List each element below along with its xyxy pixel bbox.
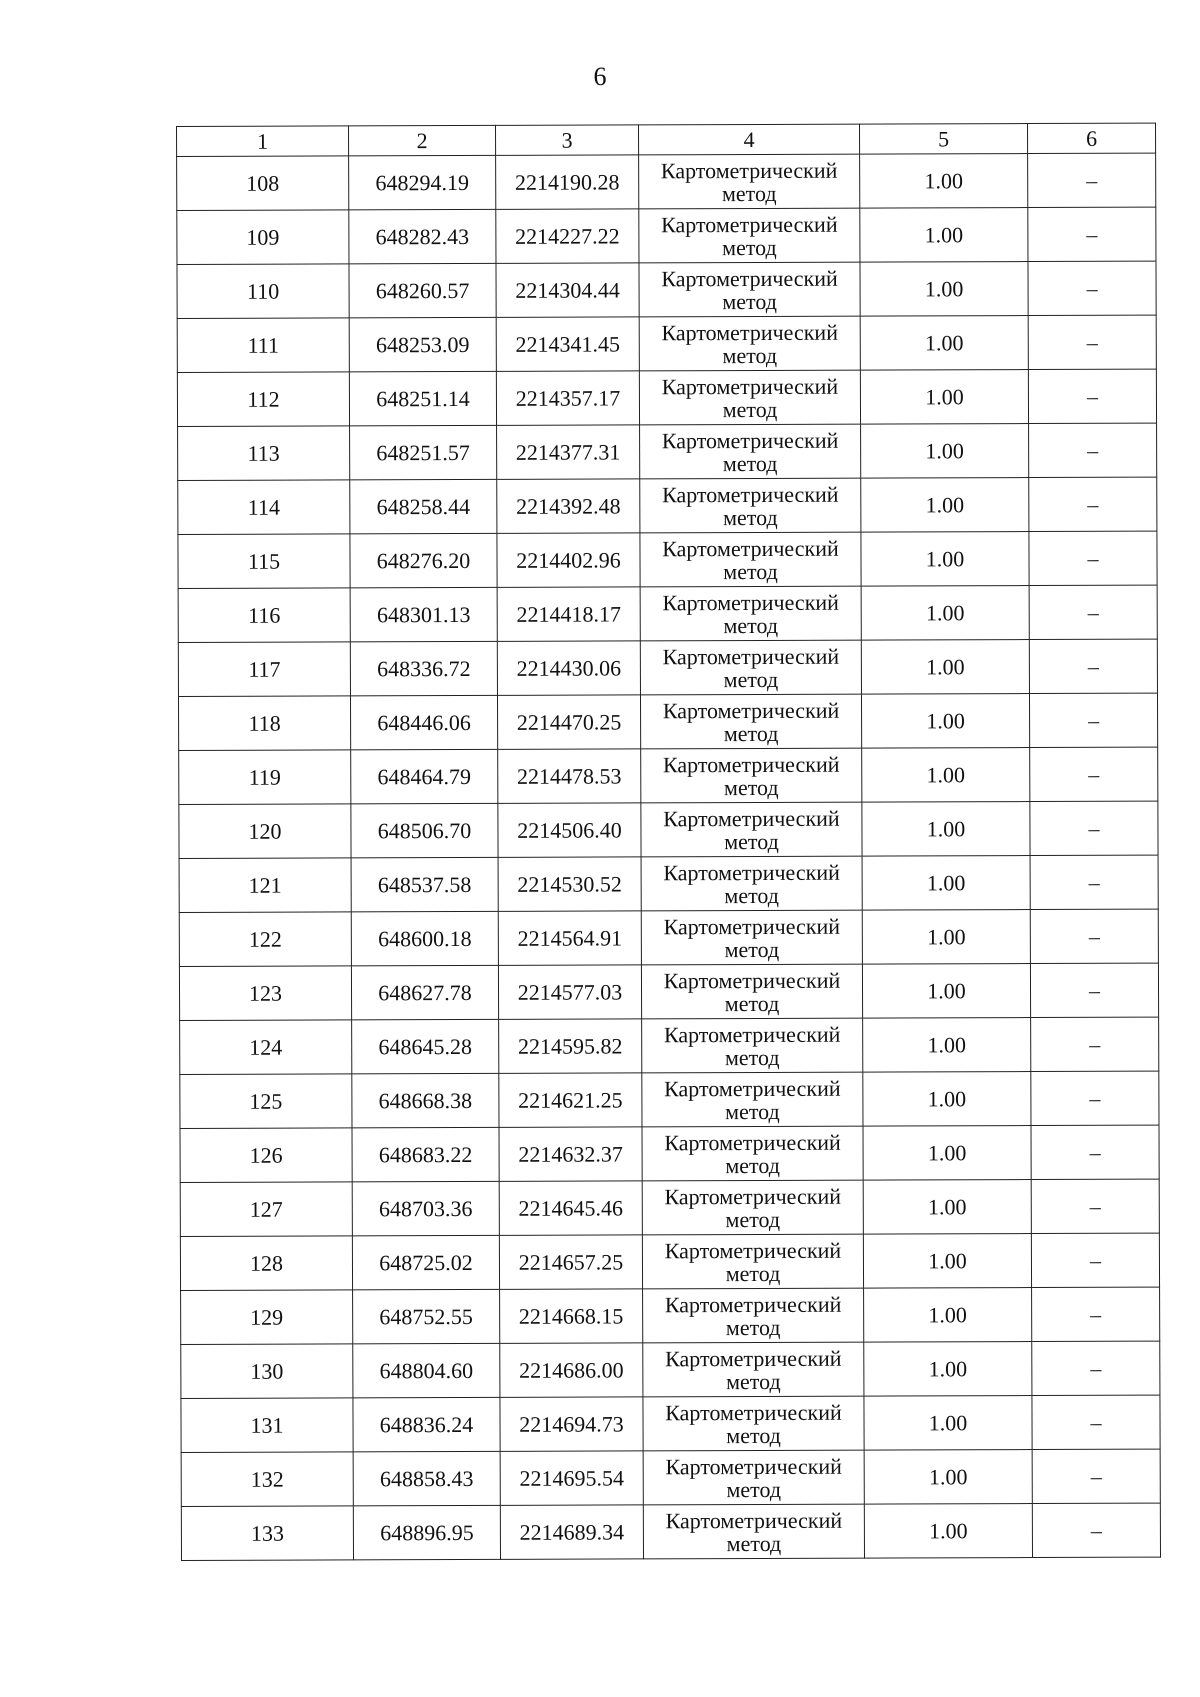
coordinates-table bbox=[176, 123, 1161, 1561]
point-number-cell: 111 bbox=[177, 318, 349, 373]
note-cell: – bbox=[1032, 1341, 1160, 1395]
y-coordinate-cell: 2214392.48 bbox=[497, 479, 640, 533]
accuracy-cell: 1.00 bbox=[864, 1396, 1032, 1451]
y-coordinate-cell: 2214689.34 bbox=[500, 1505, 643, 1559]
note-cell: – bbox=[1032, 1395, 1160, 1449]
table-row bbox=[181, 1341, 1160, 1398]
accuracy-cell: 1.00 bbox=[861, 424, 1029, 479]
point-number-cell: 132 bbox=[181, 1452, 353, 1507]
note-cell: – bbox=[1030, 747, 1158, 801]
y-coordinate-cell: 2214668.15 bbox=[500, 1289, 643, 1343]
point-number-cell: 114 bbox=[178, 480, 350, 535]
point-number-cell: 117 bbox=[178, 642, 350, 697]
method-cell: Картометрический метод bbox=[640, 532, 861, 587]
method-cell: Картометрический метод bbox=[639, 208, 860, 263]
y-coordinate-cell: 2214478.53 bbox=[498, 749, 641, 803]
accuracy-cell: 1.00 bbox=[860, 208, 1028, 263]
point-number-cell: 130 bbox=[181, 1344, 353, 1399]
note-cell: – bbox=[1031, 1017, 1159, 1071]
method-cell: Картометрический метод bbox=[643, 1396, 864, 1451]
table-row bbox=[179, 747, 1158, 804]
table-row bbox=[178, 531, 1157, 588]
table-body bbox=[177, 153, 1161, 1560]
note-cell: – bbox=[1031, 1071, 1159, 1125]
note-cell: – bbox=[1032, 1449, 1160, 1503]
note-cell: – bbox=[1028, 153, 1156, 207]
accuracy-cell: 1.00 bbox=[864, 1450, 1032, 1505]
y-coordinate-cell: 2214418.17 bbox=[497, 587, 640, 641]
x-coordinate-cell: 648276.20 bbox=[350, 533, 497, 588]
method-cell: Картометрический метод bbox=[643, 1288, 864, 1343]
method-cell: Картометрический метод bbox=[642, 1072, 863, 1127]
y-coordinate-cell: 2214377.31 bbox=[497, 425, 640, 479]
point-number-cell: 116 bbox=[178, 588, 350, 643]
method-cell: Картометрический метод bbox=[640, 478, 861, 533]
y-coordinate-cell: 2214357.17 bbox=[496, 371, 639, 425]
note-cell: – bbox=[1030, 909, 1158, 963]
header-col-2: 2 bbox=[349, 125, 496, 156]
note-cell: – bbox=[1031, 1125, 1159, 1179]
x-coordinate-cell: 648600.18 bbox=[351, 911, 498, 966]
y-coordinate-cell: 2214695.54 bbox=[500, 1451, 643, 1505]
x-coordinate-cell: 648896.95 bbox=[353, 1505, 500, 1560]
table-row bbox=[177, 261, 1156, 318]
y-coordinate-cell: 2214595.82 bbox=[499, 1019, 642, 1073]
accuracy-cell: 1.00 bbox=[861, 640, 1029, 695]
y-coordinate-cell: 2214632.37 bbox=[499, 1127, 642, 1181]
method-cell: Картометрический метод bbox=[639, 370, 860, 425]
y-coordinate-cell: 2214577.03 bbox=[498, 965, 641, 1019]
x-coordinate-cell: 648258.44 bbox=[350, 479, 497, 534]
point-number-cell: 131 bbox=[181, 1398, 353, 1453]
point-number-cell: 113 bbox=[178, 426, 350, 481]
method-cell: Картометрический метод bbox=[641, 802, 862, 857]
y-coordinate-cell: 2214694.73 bbox=[500, 1397, 643, 1451]
accuracy-cell: 1.00 bbox=[862, 910, 1030, 965]
point-number-cell: 129 bbox=[181, 1290, 353, 1345]
x-coordinate-cell: 648668.38 bbox=[352, 1073, 499, 1128]
method-cell: Картометрический метод bbox=[643, 1450, 864, 1505]
table-row bbox=[178, 585, 1157, 642]
table-row bbox=[180, 1179, 1159, 1236]
y-coordinate-cell: 2214190.28 bbox=[496, 155, 639, 209]
accuracy-cell: 1.00 bbox=[860, 316, 1028, 371]
x-coordinate-cell: 648260.57 bbox=[349, 263, 496, 318]
note-cell: – bbox=[1028, 261, 1156, 315]
method-cell: Картометрический метод bbox=[641, 910, 862, 965]
method-cell: Картометрический метод bbox=[640, 694, 861, 749]
method-cell: Картометрический метод bbox=[643, 1342, 864, 1397]
point-number-cell: 128 bbox=[180, 1236, 352, 1291]
table-row bbox=[180, 1233, 1159, 1290]
table-row bbox=[178, 477, 1157, 534]
method-cell: Картометрический метод bbox=[640, 586, 861, 641]
x-coordinate-cell: 648683.22 bbox=[352, 1127, 499, 1182]
x-coordinate-cell: 648253.09 bbox=[349, 317, 496, 372]
note-cell: – bbox=[1029, 423, 1157, 477]
header-col-3: 3 bbox=[495, 125, 638, 155]
point-number-cell: 108 bbox=[177, 156, 349, 211]
note-cell: – bbox=[1030, 963, 1158, 1017]
point-number-cell: 110 bbox=[177, 264, 349, 319]
accuracy-cell: 1.00 bbox=[860, 370, 1028, 425]
y-coordinate-cell: 2214430.06 bbox=[497, 641, 640, 695]
x-coordinate-cell: 648804.60 bbox=[353, 1343, 500, 1398]
point-number-cell: 127 bbox=[180, 1182, 352, 1237]
point-number-cell: 118 bbox=[178, 696, 350, 751]
note-cell: – bbox=[1029, 693, 1157, 747]
accuracy-cell: 1.00 bbox=[861, 586, 1029, 641]
note-cell: – bbox=[1030, 801, 1158, 855]
y-coordinate-cell: 2214402.96 bbox=[497, 533, 640, 587]
accuracy-cell: 1.00 bbox=[862, 748, 1030, 803]
table-row bbox=[180, 1017, 1159, 1074]
x-coordinate-cell: 648301.13 bbox=[350, 587, 497, 642]
x-coordinate-cell: 648703.36 bbox=[352, 1181, 499, 1236]
page-number: 6 bbox=[593, 62, 607, 91]
x-coordinate-cell: 648858.43 bbox=[353, 1451, 500, 1506]
point-number-cell: 133 bbox=[181, 1506, 353, 1561]
method-cell: Картометрический метод bbox=[643, 1504, 864, 1559]
x-coordinate-cell: 648446.06 bbox=[350, 695, 497, 750]
point-number-cell: 115 bbox=[178, 534, 350, 589]
point-number-cell: 125 bbox=[180, 1074, 352, 1129]
method-cell: Картометрический метод bbox=[639, 154, 860, 209]
header-col-5: 5 bbox=[859, 124, 1027, 155]
accuracy-cell: 1.00 bbox=[863, 1234, 1031, 1289]
accuracy-cell: 1.00 bbox=[863, 1072, 1031, 1127]
note-cell: – bbox=[1031, 1233, 1159, 1287]
header-row bbox=[177, 123, 1156, 156]
y-coordinate-cell: 2214621.25 bbox=[499, 1073, 642, 1127]
method-cell: Картометрический метод bbox=[642, 1126, 863, 1181]
x-coordinate-cell: 648627.78 bbox=[351, 965, 498, 1020]
y-coordinate-cell: 2214341.45 bbox=[496, 317, 639, 371]
accuracy-cell: 1.00 bbox=[861, 532, 1029, 587]
y-coordinate-cell: 2214506.40 bbox=[498, 803, 641, 857]
point-number-cell: 121 bbox=[179, 858, 351, 913]
accuracy-cell: 1.00 bbox=[864, 1288, 1032, 1343]
table-row bbox=[179, 801, 1158, 858]
table-row bbox=[179, 909, 1158, 966]
accuracy-cell: 1.00 bbox=[864, 1342, 1032, 1397]
method-cell: Картометрический метод bbox=[641, 964, 862, 1019]
method-cell: Картометрический метод bbox=[639, 316, 860, 371]
method-cell: Картометрический метод bbox=[642, 1180, 863, 1235]
x-coordinate-cell: 648251.57 bbox=[350, 425, 497, 480]
y-coordinate-cell: 2214686.00 bbox=[500, 1343, 643, 1397]
header-col-1: 1 bbox=[177, 126, 349, 157]
method-cell: Картометрический метод bbox=[641, 748, 862, 803]
note-cell: – bbox=[1031, 1179, 1159, 1233]
point-number-cell: 109 bbox=[177, 210, 349, 265]
y-coordinate-cell: 2214564.91 bbox=[498, 911, 641, 965]
accuracy-cell: 1.00 bbox=[864, 1504, 1032, 1559]
y-coordinate-cell: 2214227.22 bbox=[496, 209, 639, 263]
note-cell: – bbox=[1029, 639, 1157, 693]
point-number-cell: 122 bbox=[179, 912, 351, 967]
y-coordinate-cell: 2214470.25 bbox=[497, 695, 640, 749]
accuracy-cell: 1.00 bbox=[863, 1126, 1031, 1181]
table-row bbox=[178, 423, 1157, 480]
x-coordinate-cell: 648645.28 bbox=[352, 1019, 499, 1074]
method-cell: Картометрический метод bbox=[642, 1234, 863, 1289]
x-coordinate-cell: 648464.79 bbox=[351, 749, 498, 804]
point-number-cell: 124 bbox=[180, 1020, 352, 1075]
x-coordinate-cell: 648294.19 bbox=[349, 155, 496, 210]
x-coordinate-cell: 648282.43 bbox=[349, 209, 496, 264]
note-cell: – bbox=[1028, 369, 1156, 423]
method-cell: Картометрический метод bbox=[640, 640, 861, 695]
accuracy-cell: 1.00 bbox=[863, 1180, 1031, 1235]
accuracy-cell: 1.00 bbox=[860, 262, 1028, 317]
note-cell: – bbox=[1029, 531, 1157, 585]
note-cell: – bbox=[1029, 585, 1157, 639]
point-number-cell: 120 bbox=[179, 804, 351, 859]
table-row bbox=[179, 855, 1158, 912]
method-cell: Картометрический метод bbox=[641, 856, 862, 911]
table-row bbox=[180, 1125, 1159, 1182]
x-coordinate-cell: 648506.70 bbox=[351, 803, 498, 858]
accuracy-cell: 1.00 bbox=[862, 856, 1030, 911]
x-coordinate-cell: 648752.55 bbox=[353, 1289, 500, 1344]
accuracy-cell: 1.00 bbox=[861, 478, 1029, 533]
y-coordinate-cell: 2214645.46 bbox=[499, 1181, 642, 1235]
note-cell: – bbox=[1030, 855, 1158, 909]
table-header bbox=[177, 123, 1156, 156]
x-coordinate-cell: 648251.14 bbox=[349, 371, 496, 426]
accuracy-cell: 1.00 bbox=[862, 964, 1030, 1019]
table-row bbox=[180, 1071, 1159, 1128]
table-row bbox=[181, 1287, 1160, 1344]
table-row bbox=[178, 693, 1157, 750]
table-row bbox=[181, 1503, 1160, 1560]
y-coordinate-cell: 2214304.44 bbox=[496, 263, 639, 317]
table-row bbox=[179, 963, 1158, 1020]
table-row bbox=[181, 1449, 1160, 1506]
x-coordinate-cell: 648537.58 bbox=[351, 857, 498, 912]
header-col-6: 6 bbox=[1027, 123, 1155, 153]
accuracy-cell: 1.00 bbox=[860, 154, 1028, 209]
note-cell: – bbox=[1032, 1503, 1160, 1557]
point-number-cell: 126 bbox=[180, 1128, 352, 1183]
table-row bbox=[177, 153, 1156, 210]
header-col-4: 4 bbox=[638, 124, 859, 155]
note-cell: – bbox=[1028, 315, 1156, 369]
note-cell: – bbox=[1029, 477, 1157, 531]
x-coordinate-cell: 648725.02 bbox=[352, 1235, 499, 1290]
accuracy-cell: 1.00 bbox=[863, 1018, 1031, 1073]
x-coordinate-cell: 648836.24 bbox=[353, 1397, 500, 1452]
point-number-cell: 119 bbox=[179, 750, 351, 805]
point-number-cell: 123 bbox=[179, 966, 351, 1021]
method-cell: Картометрический метод bbox=[642, 1018, 863, 1073]
note-cell: – bbox=[1032, 1287, 1160, 1341]
table-row bbox=[177, 207, 1156, 264]
table-row bbox=[177, 315, 1156, 372]
x-coordinate-cell: 648336.72 bbox=[350, 641, 497, 696]
note-cell: – bbox=[1028, 207, 1156, 261]
point-number-cell: 112 bbox=[177, 372, 349, 427]
table-row bbox=[181, 1395, 1160, 1452]
accuracy-cell: 1.00 bbox=[862, 802, 1030, 857]
y-coordinate-cell: 2214657.25 bbox=[499, 1235, 642, 1289]
method-cell: Картометрический метод bbox=[640, 424, 861, 479]
y-coordinate-cell: 2214530.52 bbox=[498, 857, 641, 911]
table-row bbox=[178, 639, 1157, 696]
table-row bbox=[177, 369, 1156, 426]
method-cell: Картометрический метод bbox=[639, 262, 860, 317]
accuracy-cell: 1.00 bbox=[861, 694, 1029, 749]
